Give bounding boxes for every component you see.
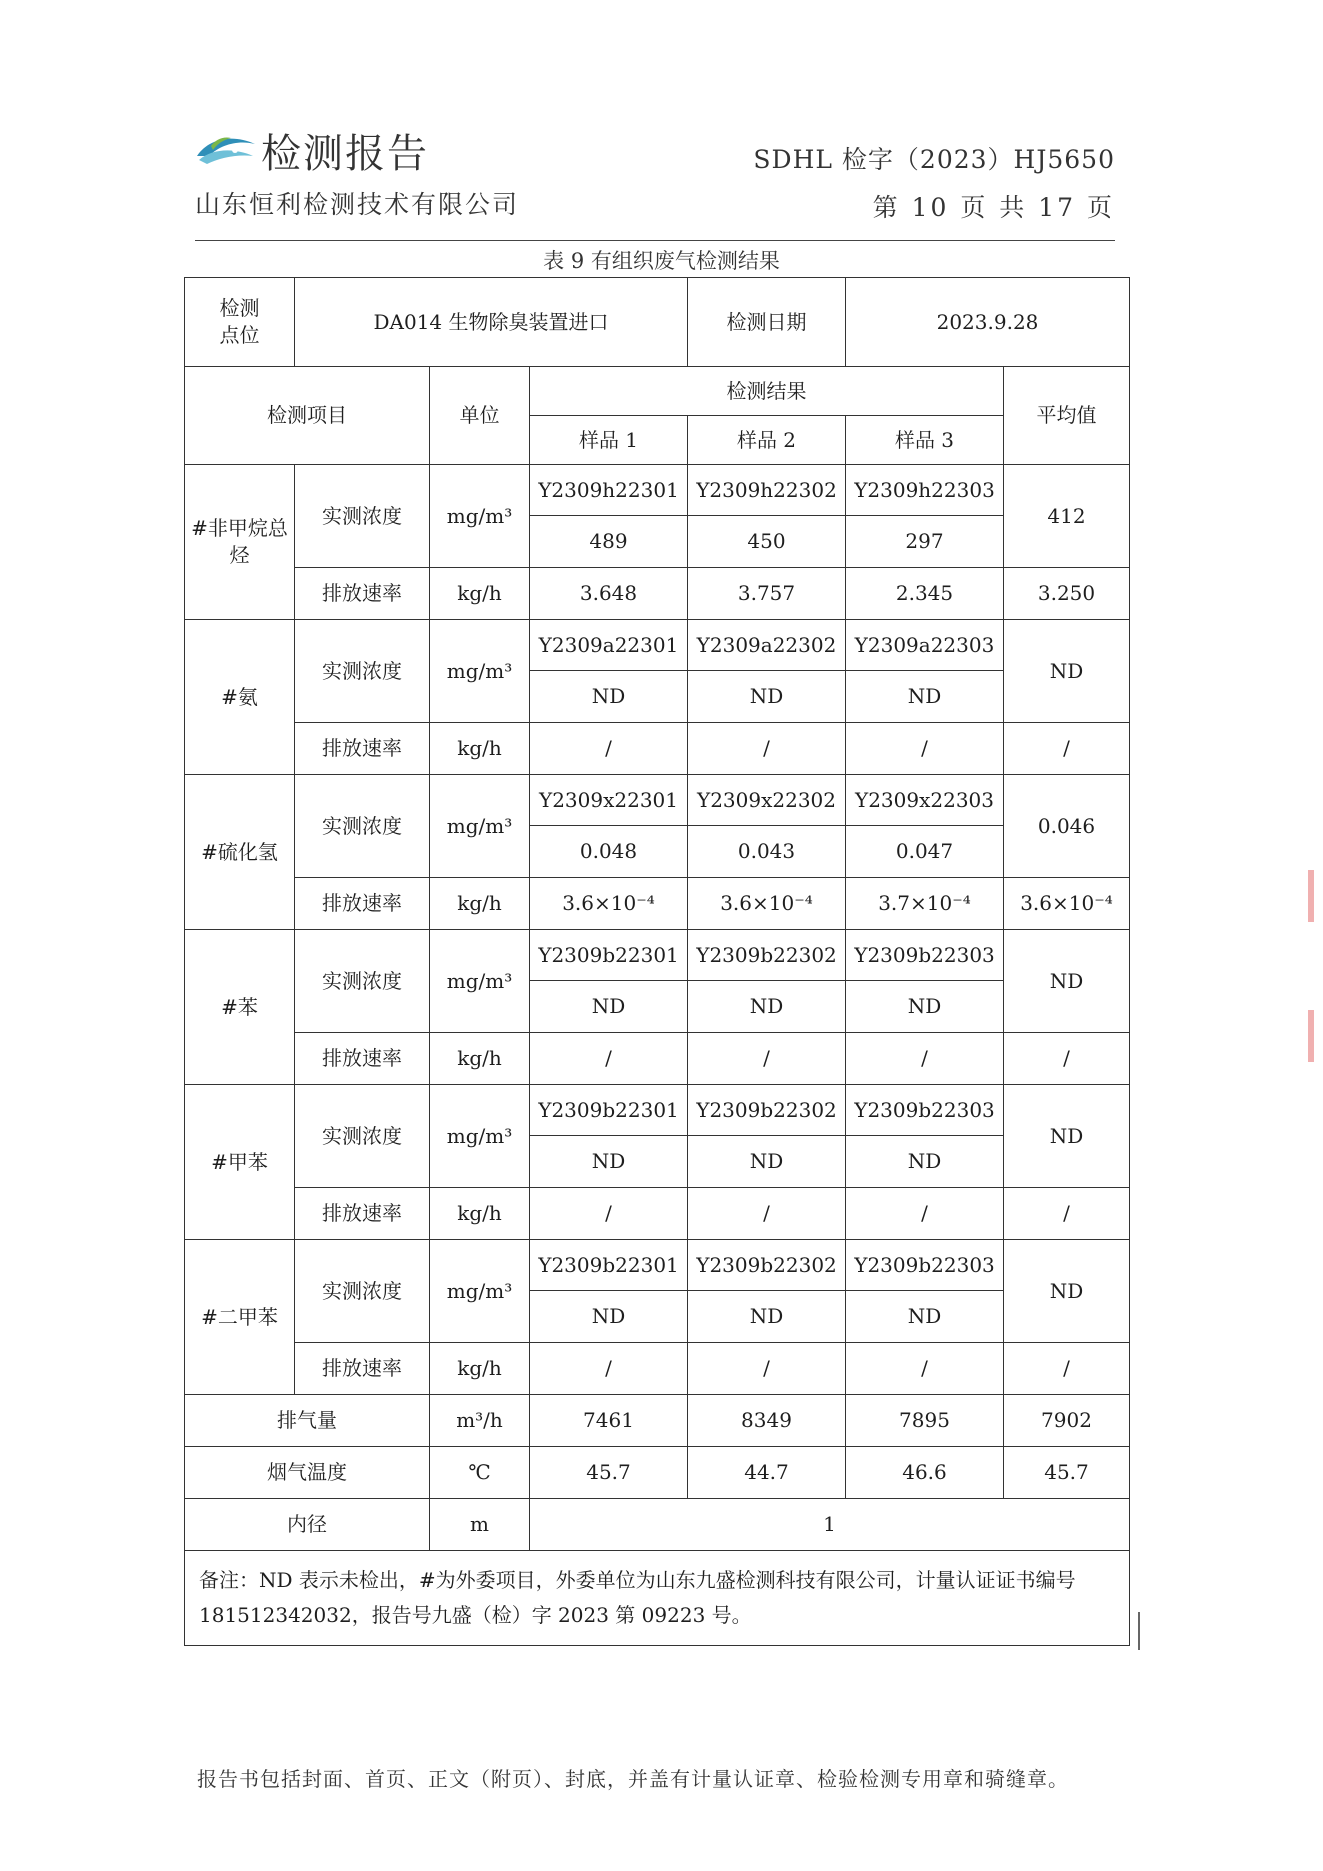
sample-id-cell: Y2309a22301 (530, 620, 688, 671)
pollutant-rate-row (185, 723, 1130, 775)
pollutant-name: #硫化氢 (185, 775, 295, 930)
rate-cell: / (846, 1343, 1004, 1395)
concentration-cell: ND (688, 671, 846, 723)
rate-label: 排放速率 (295, 568, 430, 620)
concentration-average: 0.046 (1004, 775, 1130, 878)
rate-label: 排放速率 (295, 723, 430, 775)
pollutant-sample-id-row (185, 1240, 1130, 1291)
rate-label: 排放速率 (295, 1033, 430, 1085)
concentration-unit: mg/m³ (430, 1085, 530, 1188)
rate-cell: / (688, 1188, 846, 1240)
sample-id-cell: Y2309b22303 (846, 1240, 1004, 1291)
sample-id-cell: Y2309b22303 (846, 930, 1004, 981)
margin-mark (1138, 1612, 1140, 1650)
rate-cell: / (530, 1188, 688, 1240)
temp-label: 烟气温度 (185, 1447, 430, 1499)
seam-stamp-mark (1308, 1010, 1314, 1062)
sample-id-cell: Y2309b22302 (688, 1240, 846, 1291)
concentration-unit: mg/m³ (430, 620, 530, 723)
concentration-cell: ND (846, 981, 1004, 1033)
concentration-unit: mg/m³ (430, 930, 530, 1033)
concentration-label: 实测浓度 (295, 1240, 430, 1343)
report-meta (753, 140, 1115, 224)
exhaust-value-cell: 7895 (846, 1395, 1004, 1447)
exhaust-label: 排气量 (185, 1395, 430, 1447)
concentration-cell: ND (530, 981, 688, 1033)
concentration-cell: ND (688, 981, 846, 1033)
rate-label: 排放速率 (295, 1188, 430, 1240)
concentration-average: 412 (1004, 465, 1130, 568)
concentration-label: 实测浓度 (295, 465, 430, 568)
concentration-cell: 0.043 (688, 826, 846, 878)
concentration-cell: ND (688, 1291, 846, 1343)
pollutant-rate-row (185, 878, 1130, 930)
report-title: 检测报告 (261, 131, 429, 177)
pollutant-sample-id-row (185, 930, 1130, 981)
rate-unit: kg/h (430, 723, 530, 775)
concentration-cell: 450 (688, 516, 846, 568)
exhaust-average: 7902 (1004, 1395, 1130, 1447)
sample-id-cell: Y2309b22301 (530, 930, 688, 981)
concentration-cell: 297 (846, 516, 1004, 568)
sample-id-cell: Y2309b22301 (530, 1240, 688, 1291)
rate-cell: / (846, 723, 1004, 775)
concentration-cell: ND (846, 1291, 1004, 1343)
concentration-cell: 0.047 (846, 826, 1004, 878)
results-table (184, 277, 1130, 1646)
pollutant-rate-row (185, 1188, 1130, 1240)
rate-cell: / (846, 1033, 1004, 1085)
company-logo-icon (195, 130, 257, 172)
note-row (185, 1551, 1130, 1646)
rate-cell: 2.345 (846, 568, 1004, 620)
table-caption: 表 9 有组织废气检测结果 (543, 249, 780, 273)
seam-stamp-mark (1308, 870, 1314, 922)
rate-cell: 3.648 (530, 568, 688, 620)
unit-header: 单位 (430, 367, 530, 465)
rate-cell: 3.757 (688, 568, 846, 620)
concentration-cell: ND (688, 1136, 846, 1188)
rate-unit: kg/h (430, 878, 530, 930)
exhaust-value-cell: 8349 (688, 1395, 846, 1447)
footer-note: 报告书包括封面、首页、正文（附页）、封底，并盖有计量认证章、检验检测专用章和骑缝章。 (197, 1767, 1069, 1791)
company-name: 山东恒利检测技术有限公司 (195, 190, 520, 219)
sample-id-cell: Y2309b22303 (846, 1085, 1004, 1136)
concentration-cell: ND (530, 671, 688, 723)
concentration-cell: ND (530, 1136, 688, 1188)
rate-cell: / (688, 1343, 846, 1395)
concentration-label: 实测浓度 (295, 775, 430, 878)
pollutant-sample-id-row (185, 775, 1130, 826)
date-value: 2023.9.28 (846, 278, 1130, 367)
diameter-row (185, 1499, 1130, 1551)
pollutant-sample-id-row (185, 620, 1130, 671)
rate-average: 3.6×10⁻⁴ (1004, 878, 1130, 930)
temp-value-cell: 45.7 (530, 1447, 688, 1499)
concentration-label: 实测浓度 (295, 1085, 430, 1188)
sample-id-cell: Y2309x22302 (688, 775, 846, 826)
sample-id-cell: Y2309h22302 (688, 465, 846, 516)
rate-label: 排放速率 (295, 1343, 430, 1395)
concentration-label: 实测浓度 (295, 620, 430, 723)
concentration-unit: mg/m³ (430, 1240, 530, 1343)
rate-average: 3.250 (1004, 568, 1130, 620)
concentration-cell: 489 (530, 516, 688, 568)
sample-id-cell: Y2309h22301 (530, 465, 688, 516)
pollutant-sample-id-row (185, 465, 1130, 516)
report-header (195, 122, 519, 221)
rate-cell: 3.6×10⁻⁴ (688, 878, 846, 930)
pollutant-name: #苯 (185, 930, 295, 1085)
temp-value-cell: 44.7 (688, 1447, 846, 1499)
header-divider (195, 240, 1115, 241)
rate-average: / (1004, 1343, 1130, 1395)
site-value: DA014 生物除臭装置进口 (295, 278, 688, 367)
sample-id-cell: Y2309h22303 (846, 465, 1004, 516)
concentration-cell: ND (530, 1291, 688, 1343)
rate-average: / (1004, 1188, 1130, 1240)
temp-row (185, 1447, 1130, 1499)
concentration-cell: 0.048 (530, 826, 688, 878)
rate-cell: / (530, 1343, 688, 1395)
pollutant-name: #二甲苯 (185, 1240, 295, 1395)
sample-id-cell: Y2309a22303 (846, 620, 1004, 671)
exhaust-value-cell: 7461 (530, 1395, 688, 1447)
pollutant-name: #非甲烷总烃 (185, 465, 295, 620)
rate-unit: kg/h (430, 1343, 530, 1395)
rate-unit: kg/h (430, 1033, 530, 1085)
sample-id-cell: Y2309a22302 (688, 620, 846, 671)
concentration-unit: mg/m³ (430, 775, 530, 878)
sample-id-cell: Y2309b22301 (530, 1085, 688, 1136)
sample-2-header: 样品 2 (688, 416, 846, 465)
item-header: 检测项目 (185, 367, 430, 465)
rate-cell: / (688, 1033, 846, 1085)
exhaust-row (185, 1395, 1130, 1447)
concentration-cell: ND (846, 671, 1004, 723)
sample-id-cell: Y2309b22302 (688, 930, 846, 981)
header-row (185, 367, 1130, 416)
sample-id-cell: Y2309x22303 (846, 775, 1004, 826)
rate-cell: / (846, 1188, 1004, 1240)
site-row (185, 278, 1130, 367)
diameter-label: 内径 (185, 1499, 430, 1551)
rate-cell: / (530, 723, 688, 775)
pollutant-name: #氨 (185, 620, 295, 775)
concentration-unit: mg/m³ (430, 465, 530, 568)
concentration-average: ND (1004, 1240, 1130, 1343)
pollutant-rate-row (185, 1033, 1130, 1085)
concentration-average: ND (1004, 930, 1130, 1033)
rate-cell: 3.7×10⁻⁴ (846, 878, 1004, 930)
exhaust-unit: m³/h (430, 1395, 530, 1447)
sample-id-cell: Y2309x22301 (530, 775, 688, 826)
sample-id-cell: Y2309b22302 (688, 1085, 846, 1136)
temp-value-cell: 46.6 (846, 1447, 1004, 1499)
results-header: 检测结果 (530, 367, 1004, 416)
rate-average: / (1004, 723, 1130, 775)
diameter-unit: m (430, 1499, 530, 1551)
rate-cell: / (530, 1033, 688, 1085)
sample-1-header: 样品 1 (530, 416, 688, 465)
concentration-average: ND (1004, 620, 1130, 723)
temp-unit: ℃ (430, 1447, 530, 1499)
rate-unit: kg/h (430, 568, 530, 620)
concentration-cell: ND (846, 1136, 1004, 1188)
concentration-label: 实测浓度 (295, 930, 430, 1033)
title-row (195, 122, 519, 179)
pollutant-rate-row (185, 568, 1130, 620)
pollutant-name: #甲苯 (185, 1085, 295, 1240)
report-number: SDHL 检字（2023）HJ5650 (753, 145, 1115, 174)
pollutant-sample-id-row (185, 1085, 1130, 1136)
rate-average: / (1004, 1033, 1130, 1085)
pollutant-rate-row (185, 1343, 1130, 1395)
table-note: 备注：ND 表示未检出，#为外委项目，外委单位为山东九盛检测科技有限公司，计量认证证书编号 181512342032，报告号九盛（检）字 2023 第 09223 号。 (185, 1551, 1130, 1646)
rate-unit: kg/h (430, 1188, 530, 1240)
rate-cell: / (688, 723, 846, 775)
date-label: 检测日期 (688, 278, 846, 367)
temp-average: 45.7 (1004, 1447, 1130, 1499)
diameter-value: 1 (530, 1499, 1130, 1551)
rate-cell: 3.6×10⁻⁴ (530, 878, 688, 930)
average-header: 平均值 (1004, 367, 1130, 465)
site-label: 检测 点位 (185, 278, 295, 367)
concentration-average: ND (1004, 1085, 1130, 1188)
rate-label: 排放速率 (295, 878, 430, 930)
sample-3-header: 样品 3 (846, 416, 1004, 465)
page-indicator: 第 10 页 共 17 页 (872, 193, 1115, 222)
